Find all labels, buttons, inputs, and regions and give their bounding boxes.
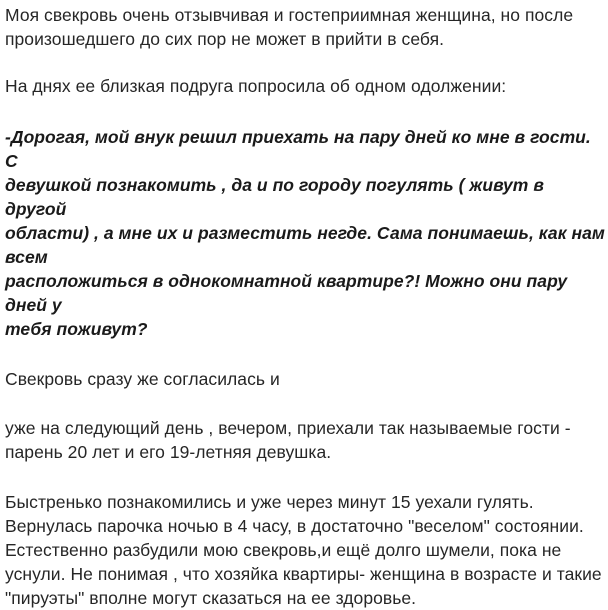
paragraph-request: На днях ее близкая подруга попросила об одном одолжении:	[5, 76, 507, 96]
article-body	[5, 0, 605, 610]
paragraph-quote: -Дорогая, мой внук решил приехать на пару дней ко мне в гости. С девушкой познакомить , да и по городу погулять ( живут в другой области) , а мне их и разместить негде. Сама понимаешь, как нам всем расположиться в однокомнатной квартире?! Можно они пару дней у тебя поживут?	[5, 127, 605, 339]
paragraph-agreed: Свекровь сразу же согласилась и	[5, 369, 280, 389]
paragraph-intro: Моя свекровь очень отзывчивая и гостеприимная женщина, но после произошедшего до сих пор не может в прийти в себя.	[5, 5, 574, 49]
paragraph-night-return: Быстренько познакомились и уже через минут 15 уехали гулять. Вернулась парочка ночью в 4 часу, в достаточно "веселом" состоянии. Естественно разбудили мою свекровь,и ещё долго шумели, пока не уснули. Не понимая , что хозяйка квартиры- женщина в возрасте и такие "пируэты" вполне могут сказаться на ее здоровье.	[5, 492, 602, 608]
paragraph-guests-arrived: уже на следующий день , вечером, приехали так называемые гости - парень 20 лет и его 19-летняя девушка.	[5, 418, 571, 462]
